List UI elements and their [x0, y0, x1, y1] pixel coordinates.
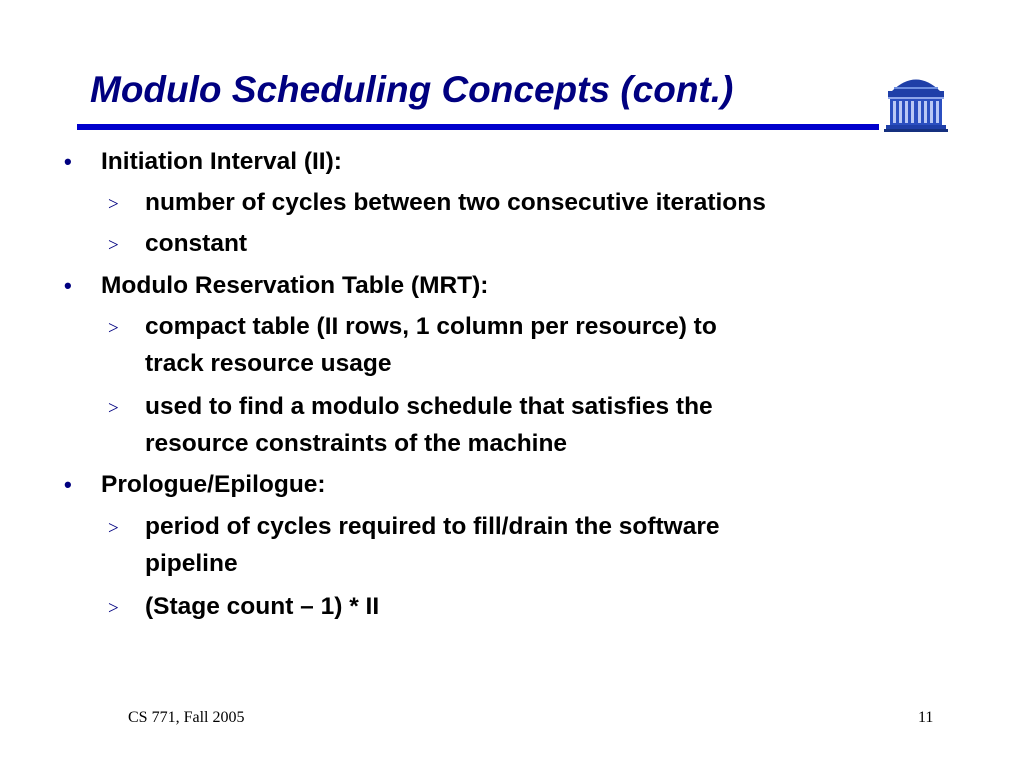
list-item: Modulo Reservation Table (MRT): — [101, 272, 489, 299]
sub-list-item: period of cycles required to fill/drain the software — [145, 513, 720, 540]
sub-bullet: > — [108, 194, 119, 215]
sub-bullet: > — [108, 318, 119, 339]
sub-list-item-continuation: resource constraints of the machine — [145, 430, 568, 457]
sub-list-item: compact table (II rows, 1 column per resource) to — [145, 313, 717, 340]
sub-list-item-continuation: pipeline — [145, 550, 238, 577]
sub-bullet: > — [108, 598, 119, 619]
sub-list-item: number of cycles between two consecutive iterations — [145, 189, 766, 216]
footer-course: CS 771, Fall 2005 — [128, 709, 245, 726]
list-item: Prologue/Epilogue: — [101, 471, 326, 498]
sub-bullet: > — [108, 235, 119, 256]
bullet: • — [64, 273, 72, 298]
sub-bullet: > — [108, 398, 119, 419]
sub-list-item: used to find a modulo schedule that satisfies the — [145, 393, 713, 420]
bullet: • — [64, 149, 72, 174]
sub-list-item: (Stage count – 1) * II — [145, 593, 380, 620]
sub-list-item-continuation: track resource usage — [145, 350, 392, 377]
list-item: Initiation Interval (II): — [101, 148, 342, 175]
page-number: 11 — [918, 709, 934, 726]
bullet: • — [64, 472, 72, 497]
sub-bullet: > — [108, 518, 119, 539]
slide-title: Modulo Scheduling Concepts (cont.) — [90, 69, 734, 110]
sub-list-item: constant — [145, 230, 248, 257]
